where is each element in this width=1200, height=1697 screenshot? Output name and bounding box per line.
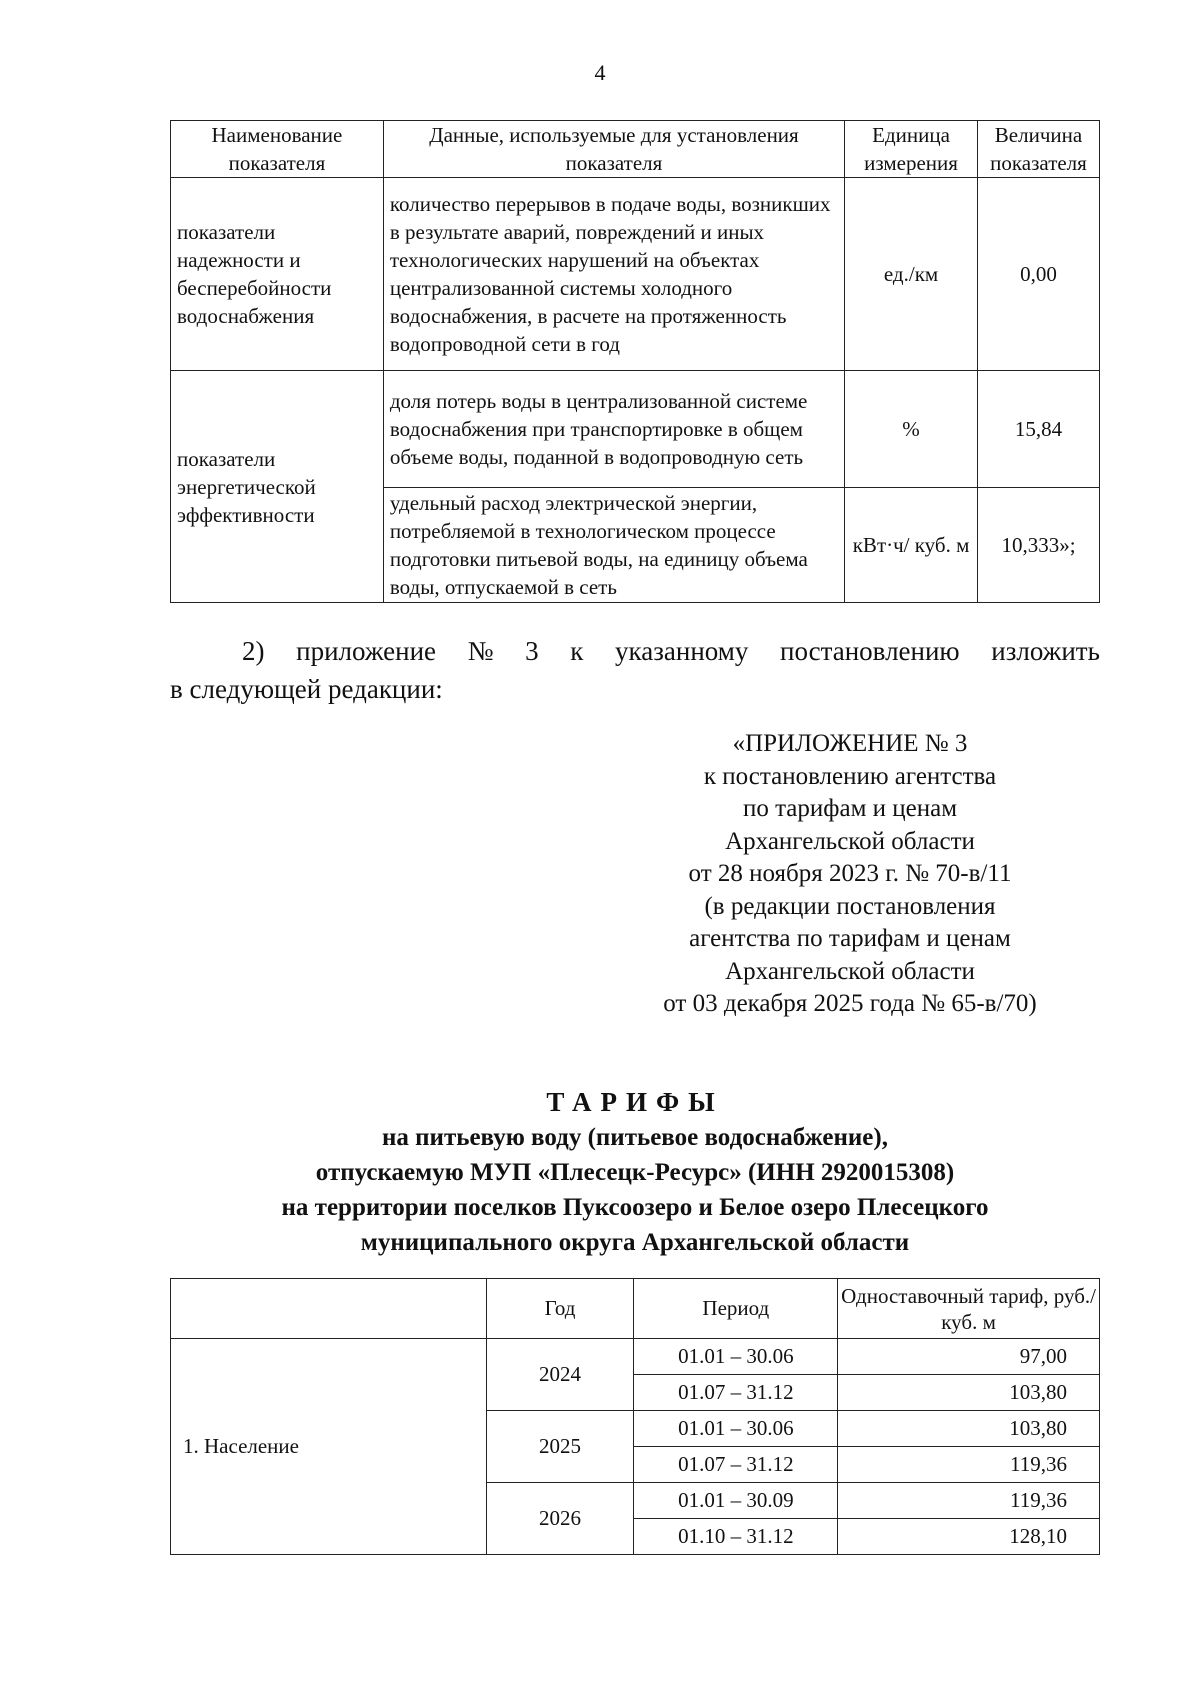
efficiency-row-1: [171, 371, 1100, 488]
amendment-word: к: [570, 636, 584, 666]
table-row: [171, 1339, 1100, 1375]
header-year: Год: [486, 1279, 634, 1339]
tariffs-subtitle-line: на территории поселков Пуксоозеро и Белое озеро Плесецкого: [281, 1194, 989, 1221]
water-loss-value: 15,84: [978, 371, 1100, 488]
amendment-word: постановлению: [780, 636, 960, 666]
header-period: Период: [634, 1279, 838, 1339]
appendix-line: Архангельской области: [725, 827, 975, 855]
period-cell: 01.01 – 30.06: [634, 1339, 838, 1375]
tariff-value: 97,00: [838, 1339, 1100, 1375]
indicators-header-row: [171, 121, 1100, 178]
header-blank: [171, 1279, 487, 1339]
efficiency-group: показатели энергетической эффективности: [171, 371, 384, 603]
indicators-table: [170, 120, 1100, 603]
appendix-line: агентства по тарифам и ценам: [689, 925, 1011, 952]
tariffs-title-block: [170, 1085, 1100, 1260]
tariff-value: 103,80: [838, 1375, 1100, 1411]
tariffs-table: [170, 1278, 1100, 1555]
header-indicator-name: Наименование показателя: [171, 121, 384, 178]
amendment-word: 3: [525, 636, 539, 666]
energy-consumption-unit: кВт·ч/ куб. м: [845, 488, 978, 603]
amendment-first-line: [170, 632, 1100, 670]
amendment-word: 2): [242, 636, 265, 666]
energy-consumption-value: 10,333»;: [978, 488, 1100, 603]
header-unit: Единица измерения: [845, 121, 978, 178]
reliability-description: количество перерывов в подаче воды, возникших в результате аварий, повреждений и иных технологических нарушений на объектах централизованной системы холодного водоснабжения, в расчете на протяженность водопроводной сети в год: [383, 178, 844, 371]
page-number: 4: [594, 60, 606, 85]
tariffs-subtitle-line: муниципального округа Архангельской области: [360, 1229, 910, 1256]
consumer-group: 1. Население: [171, 1339, 487, 1555]
tariffs-title: ТАРИФЫ: [546, 1087, 724, 1117]
tariffs-subtitle-line: отпускаемую МУП «Плесецк-Ресурс» (ИНН 2920015308): [315, 1159, 955, 1186]
reliability-unit: ед./км: [845, 178, 978, 371]
amendment-word: изложить: [991, 636, 1100, 666]
period-cell: 01.07 – 31.12: [634, 1447, 838, 1483]
header-value: Величина показателя: [978, 121, 1100, 178]
amendment-second-line: в следующей редакции:: [170, 674, 443, 704]
period-cell: 01.07 – 31.12: [634, 1375, 838, 1411]
tariff-value: 119,36: [838, 1483, 1100, 1519]
amendment-word: указанному: [615, 636, 749, 666]
appendix-line: Архангельской области: [725, 957, 975, 985]
tariffs-header-row: [171, 1279, 1100, 1339]
energy-consumption-description: удельный расход электрической энергии, потребляемой в технологическом процессе подготовки питьевой воды, на единицу объема воды, отпускаемой в сеть: [383, 488, 844, 603]
year-cell: 2025: [486, 1411, 634, 1483]
reliability-group: показатели надежности и бесперебойности водоснабжения: [171, 178, 384, 371]
water-loss-description: доля потерь воды в централизованной системе водоснабжения при транспортировке в общем объеме воды, поданной в водопроводную сеть: [383, 371, 844, 488]
appendix-line: от 03 декабря 2025 года № 65-в/70): [663, 990, 1037, 1017]
amendment-word: приложение: [296, 636, 437, 666]
tariff-value: 128,10: [838, 1519, 1100, 1555]
water-loss-unit: %: [845, 371, 978, 488]
tariffs-subtitle-line: на питьевую воду (питьевое водоснабжение),: [382, 1124, 888, 1151]
header-indicator-data: Данные, используемые для установления показателя: [383, 121, 844, 178]
appendix-line: по тарифам и ценам: [742, 795, 958, 822]
year-cell: 2024: [486, 1339, 634, 1411]
period-cell: 01.01 – 30.09: [634, 1483, 838, 1519]
appendix-line: (в редакции постановления: [704, 892, 996, 920]
appendix-line: «ПРИЛОЖЕНИЕ № 3: [732, 730, 968, 757]
tariff-value: 103,80: [838, 1411, 1100, 1447]
amendment-word: №: [467, 636, 494, 666]
tariff-value: 119,36: [838, 1447, 1100, 1483]
period-cell: 01.01 – 30.06: [634, 1411, 838, 1447]
year-cell: 2026: [486, 1483, 634, 1555]
reliability-value: 0,00: [978, 178, 1100, 371]
appendix-line: к постановлению агентства: [703, 762, 997, 790]
period-cell: 01.10 – 31.12: [634, 1519, 838, 1555]
amendment-paragraph: [170, 632, 1100, 708]
header-tariff: Одноставочный тариф, руб./куб. м: [838, 1279, 1100, 1339]
appendix-line: от 28 ноября 2023 г. № 70-в/11: [688, 860, 1012, 887]
appendix-heading: [640, 728, 1060, 1021]
reliability-row: [171, 178, 1100, 371]
